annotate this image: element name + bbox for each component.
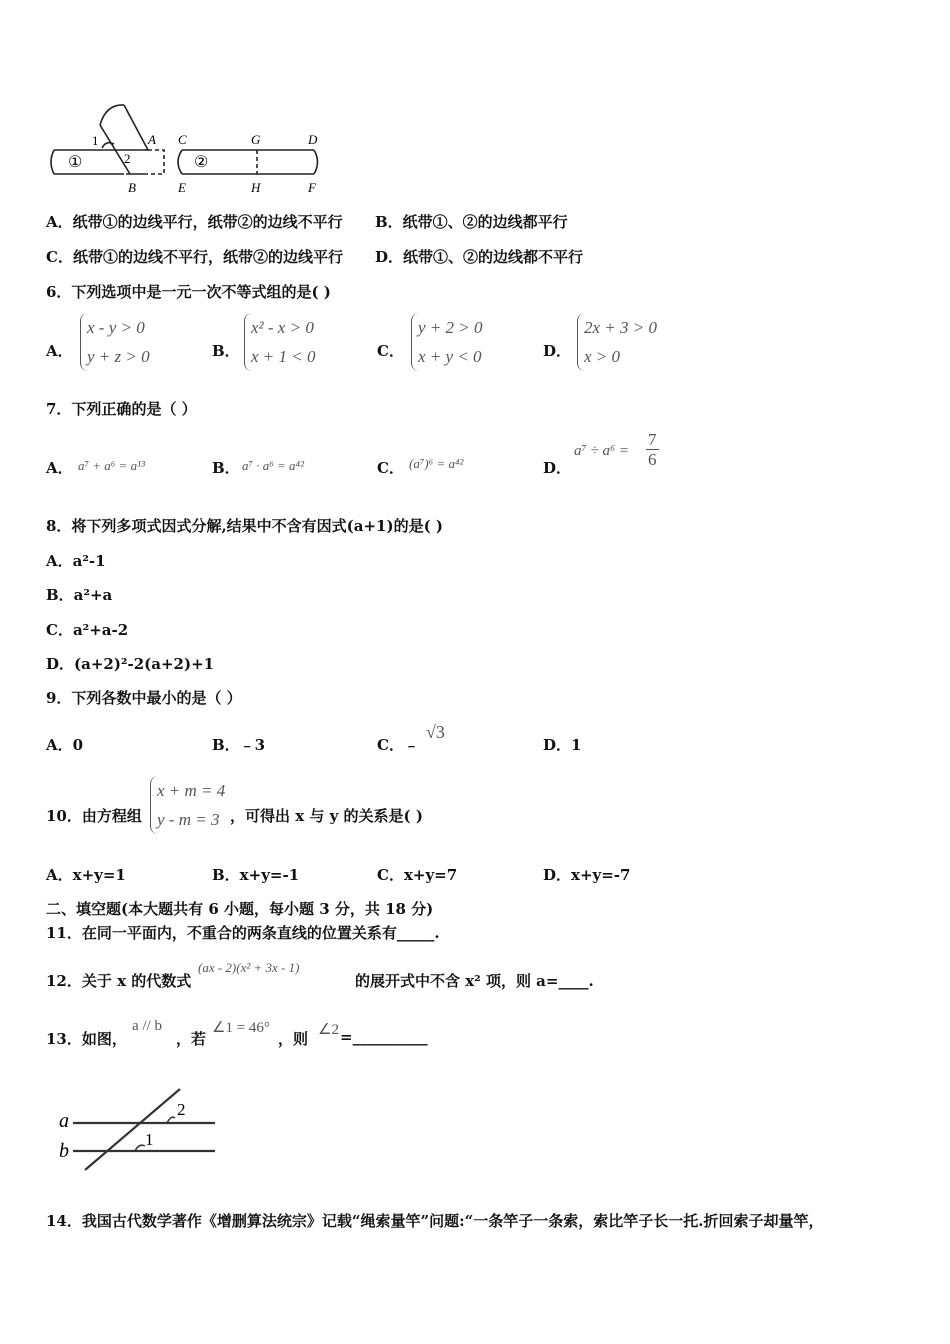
q7-option-a-expr: a⁷ + a⁶ = a¹³	[78, 458, 145, 473]
q7-option-d-fraction	[646, 430, 659, 469]
fig2-label-2: 2	[177, 1100, 186, 1119]
q12-suffix: 的展开式中不含 x² 项，则 a=____.	[355, 972, 594, 990]
q9-stem: 9．下列各数中最小的是（ ）	[46, 689, 242, 707]
q6-option-d-system	[577, 313, 657, 371]
q13-expr-angle2: ∠2	[318, 1022, 339, 1038]
fig1-label-B: B	[128, 180, 136, 195]
fig2-label-b: b	[59, 1140, 69, 1162]
q10-stem-suffix: ，可得出 x 与 y 的关系是( )	[230, 807, 423, 825]
q14-stem: 14．我国古代数学著作《增删算法统宗》记载“绳索量竿”问题:“一条竿子一条索，索比竿子长一托.折回索子却量竿，	[46, 1212, 824, 1230]
q9-option-b[interactable]: B．﹣3	[212, 736, 266, 754]
fig1-label-A: A	[148, 132, 156, 147]
q9-option-c-label[interactable]: C．﹣	[377, 736, 419, 754]
q13-mid: ，若	[176, 1030, 207, 1048]
q8-stem: 8．将下列多项式因式分解,结果中不含有因式(a+1)的是( )	[46, 517, 443, 535]
fig1-label-E: E	[178, 180, 186, 195]
q6-option-c-label[interactable]: C．	[377, 342, 404, 360]
q10-line2: y - m = 3	[157, 810, 220, 829]
q10-line1: x + m = 4	[157, 781, 226, 800]
fig1-label-1: 1	[92, 133, 99, 148]
q6-d-line1: 2x + 3 > 0	[584, 318, 657, 337]
q13-expr-parallel: a // b	[132, 1018, 162, 1034]
fig1-label-G: G	[251, 132, 261, 147]
q9-option-c-sqrt: √3	[426, 722, 445, 742]
q6-a-line2: y + z > 0	[87, 347, 150, 366]
fig1-label-H: H	[251, 180, 261, 195]
q6-b-line1: x² - x > 0	[251, 318, 314, 337]
q13-suffix: =__________	[340, 1028, 428, 1046]
q6-c-line1: y + 2 > 0	[418, 318, 483, 337]
q8-option-d[interactable]: D．(a+2)²-2(a+2)+1	[46, 655, 215, 673]
strip1-label: ①	[68, 152, 83, 171]
q12-expr: (ax - 2)(x² + 3x - 1)	[198, 960, 300, 975]
strip2-label: ②	[194, 152, 209, 171]
q6-option-a-label[interactable]: A．	[46, 342, 73, 360]
q7-option-c-expr: (a⁷)⁶ = a⁴²	[409, 456, 464, 471]
q7-option-c-label[interactable]: C．	[377, 459, 404, 477]
q8-option-b[interactable]: B．a²+a	[46, 586, 113, 604]
q7-option-d-expr: a⁷ ÷ a⁶ =	[574, 443, 630, 459]
q6-stem: 6．下列选项中是一元一次不等式组的是( )	[46, 283, 331, 301]
q6-option-a-system	[80, 313, 150, 371]
q7-option-b-expr: a⁷ · a⁶ = a⁴²	[242, 458, 304, 473]
q6-option-b-system	[244, 313, 316, 371]
section-2-heading: 二、填空题(本大题共有 6 小题，每小题 3 分，共 18 分)	[46, 900, 434, 918]
q6-d-line2: x > 0	[584, 347, 621, 366]
q10-option-a[interactable]: A．x+y=1	[46, 866, 126, 884]
q7-option-b-label[interactable]: B．	[212, 459, 240, 477]
q6-b-line2: x + 1 < 0	[251, 347, 316, 366]
q10-stem-prefix: 10．由方程组	[46, 807, 142, 825]
q7-option-a-label[interactable]: A．	[46, 459, 73, 477]
q13-expr-angle1: ∠1 = 46°	[212, 1020, 270, 1036]
q8-option-c[interactable]: C．a²+a-2	[46, 621, 129, 639]
fig1-label-C: C	[178, 132, 187, 147]
q6-option-c-system	[411, 313, 483, 371]
paper-strips-figure	[44, 100, 334, 200]
parallel-lines-figure	[55, 1085, 220, 1175]
q7-stem: 7．下列正确的是（ ）	[46, 400, 197, 418]
q6-a-line1: x - y > 0	[87, 318, 145, 337]
q5-option-c[interactable]: C．纸带①的边线不平行，纸带②的边线平行	[46, 248, 343, 266]
q5-option-a[interactable]: A．纸带①的边线平行，纸带②的边线不平行	[46, 213, 343, 231]
fig2-label-1: 1	[145, 1130, 154, 1149]
q9-option-d[interactable]: D．1	[543, 736, 582, 754]
fig1-label-2: 2	[124, 151, 131, 166]
q7-option-d-label[interactable]: D．	[543, 459, 572, 477]
q10-option-b[interactable]: B．x+y=-1	[212, 866, 300, 884]
q12-prefix: 12．关于 x 的代数式	[46, 972, 192, 990]
q5-option-b[interactable]: B．纸带①、②的边线都平行	[375, 213, 568, 231]
q10-option-d[interactable]: D．x+y=-7	[543, 866, 631, 884]
q13-mid2: ，则	[278, 1030, 309, 1048]
q6-option-d-label[interactable]: D．	[543, 342, 572, 360]
fraction-denominator: 6	[648, 450, 657, 469]
q10-system	[150, 776, 225, 834]
q13-prefix: 13．如图，	[46, 1030, 127, 1048]
fig1-label-D: D	[308, 132, 318, 147]
q11-stem: 11．在同一平面内，不重合的两条直线的位置关系有_____.	[46, 924, 440, 942]
q6-option-b-label[interactable]: B．	[212, 342, 240, 360]
fig2-label-a: a	[59, 1110, 69, 1132]
fraction-numerator: 7	[648, 430, 657, 449]
q8-option-a[interactable]: A．a²-1	[46, 552, 106, 570]
q5-option-d[interactable]: D．纸带①、②的边线都不平行	[375, 248, 584, 266]
q10-option-c[interactable]: C．x+y=7	[377, 866, 458, 884]
q9-option-a[interactable]: A．0	[46, 736, 84, 754]
fig1-label-F: F	[308, 180, 316, 195]
q6-c-line2: x + y < 0	[418, 347, 482, 366]
